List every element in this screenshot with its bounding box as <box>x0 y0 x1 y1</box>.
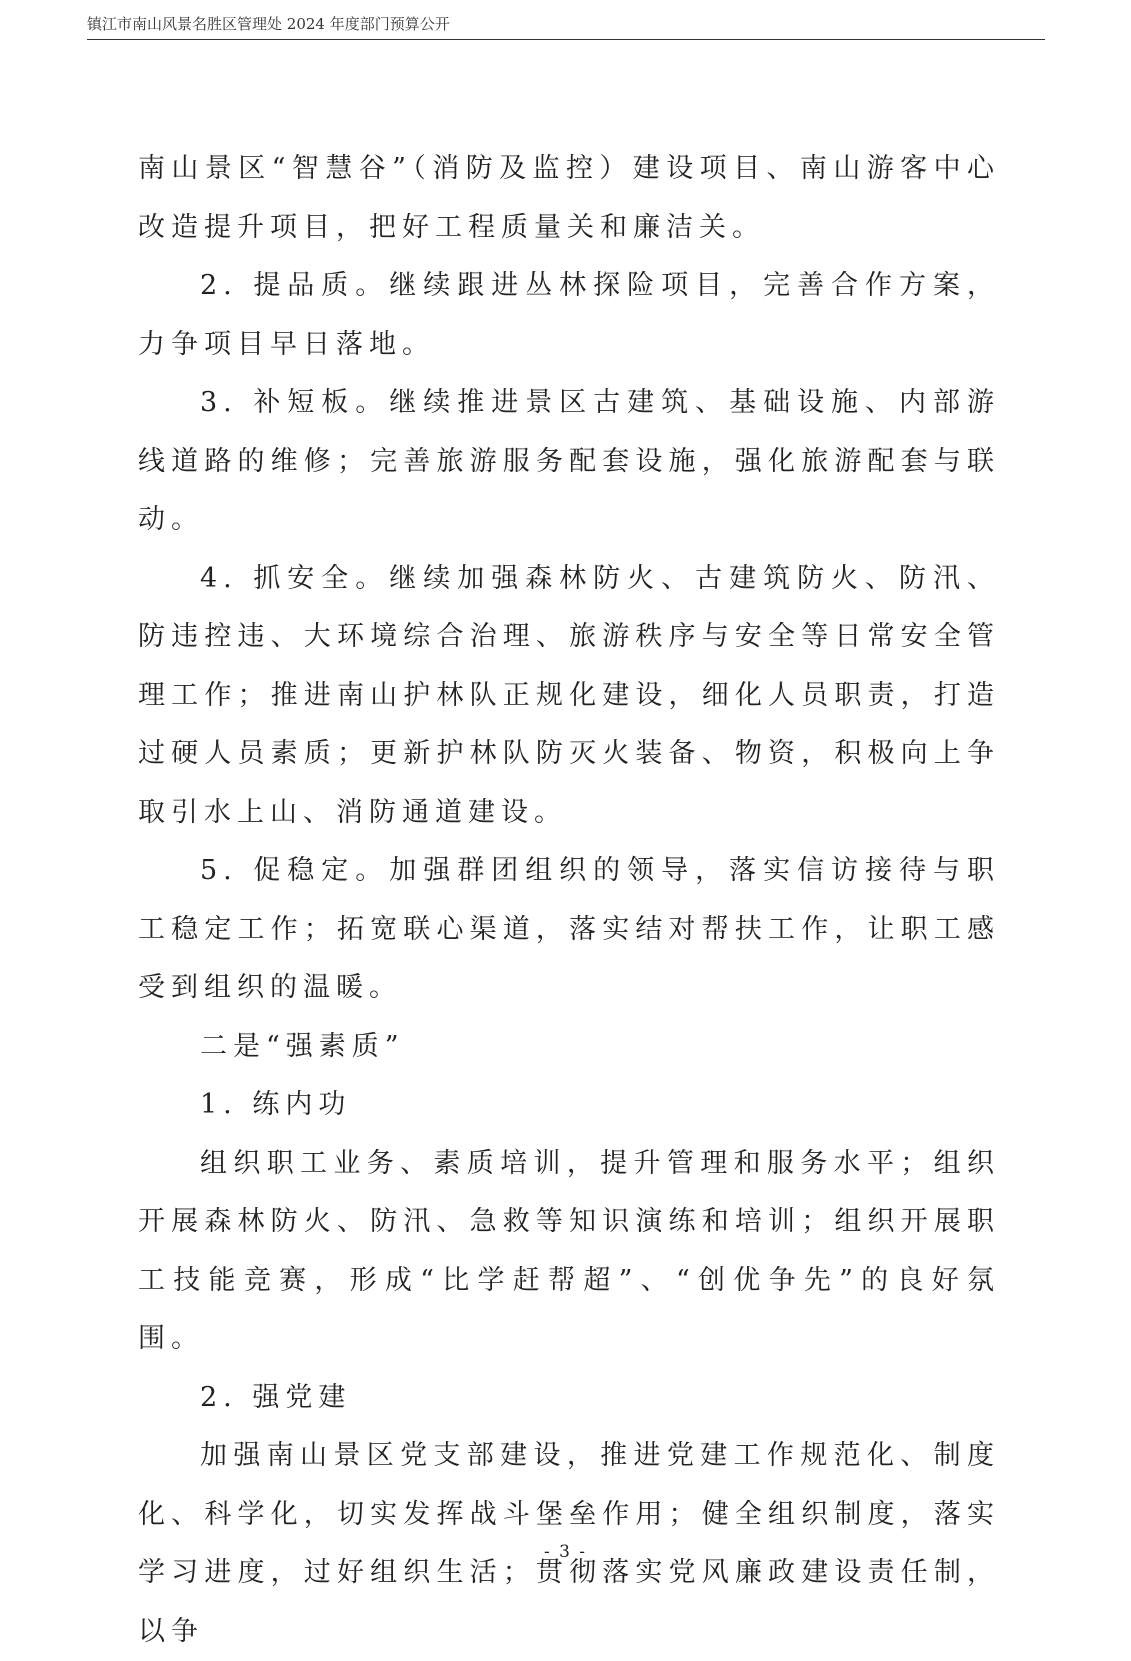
header-title: 镇江市南山风景名胜区管理处 2024 年度部门预算公开 <box>87 15 450 33</box>
paragraph-item-2: 2. 提品质。继续跟进丛林探险项目，完善合作方案，力争项目早日落地。 <box>138 270 1000 360</box>
paragraph-item-3: 3. 补短板。继续推进景区古建筑、基础设施、内部游线道路的维修；完善旅游服务配套设施，强化旅游配套与联动。 <box>138 387 1000 535</box>
section-heading-2: 二是“强素质” <box>200 1030 405 1062</box>
page-number: - 3 - <box>543 1542 588 1562</box>
paragraph-item-4: 4. 抓安全。继续加强森林防火、古建筑防火、防汛、防违控违、大环境综合治理、旅游秩序与安全等日常安全管理工作；推进南山护林队正规化建设，细化人员职责，打造过硬人员素质；更新护林队防灭火装备、物资，积极向上争取引水上山、消防通道建设。 <box>138 562 1000 828</box>
subheading-1: 1. 练内功 <box>200 1089 352 1120</box>
paragraph-item-5: 5. 促稳定。加强群团组织的领导，落实信访接待与职工稳定工作；拓宽联心渠道，落实结对帮扶工作，让职工感受到组织的温暖。 <box>138 855 1000 1003</box>
subheading-2: 2. 强党建 <box>200 1381 352 1413</box>
document-body <box>138 140 1000 1661</box>
paragraph-continued: 南山景区“智慧谷”（消防及监控）建设项目、南山游客中心改造提升项目，把好工程质量关和廉洁关。 <box>138 153 1000 243</box>
paragraph-training: 组织职工业务、素质培训，提升管理和服务水平；组织开展森林防火、防汛、急救等知识演练和培训；组织开展职工技能竞赛，形成“比学赶帮超”、“创优争先”的良好氛围。 <box>138 1147 1000 1354</box>
page-header <box>87 8 1045 40</box>
paragraph-party-building: 加强南山景区党支部建设，推进党建工作规范化、制度化、科学化，切实发挥战斗堡垒作用；健全组织制度，落实学习进度，过好组织生活；贯彻落实党风廉政建设责任制，以争 <box>138 1440 1000 1647</box>
